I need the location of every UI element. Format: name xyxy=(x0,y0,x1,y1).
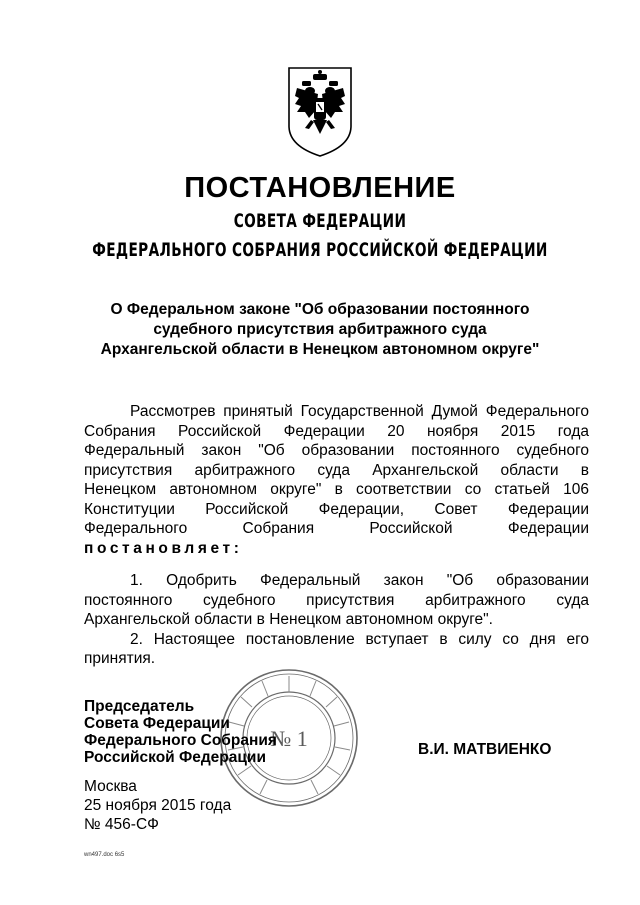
document-body xyxy=(84,402,589,669)
body-line: 2. Настоящее постановление вступает в силу со дня его xyxy=(130,630,589,648)
body-line: Конституции Российской Федерации, Совет Федерации xyxy=(84,500,589,518)
body-line: Рассмотрев принятый Государственной Думой Федерального xyxy=(130,403,589,420)
file-reference: wn497.doc 6s5 xyxy=(84,852,125,858)
body-line: Архангельской области в Ненецком автономном округе". xyxy=(84,611,493,628)
issue-date: 25 ноября 2015 года xyxy=(84,797,232,814)
body-line: Собрания Российской Федерации 20 ноября 2015 года xyxy=(84,422,589,440)
body-line: присутствия арбитражного суда Архангельской области в xyxy=(84,461,589,479)
coat-of-arms-icon xyxy=(283,64,357,160)
body-line: Ненецком автономном округе" в соответствии со статьей 106 xyxy=(84,481,589,498)
subject-line: О Федеральном законе "Об образовании постоянного xyxy=(110,301,530,318)
body-line: 1. Одобрить Федеральный закон "Об образовании xyxy=(130,572,589,589)
document-title: ПОСТАНОВЛЕНИЕ xyxy=(184,172,456,204)
resolves-word: постановляет: xyxy=(84,539,243,557)
signatory-position xyxy=(84,698,277,766)
body-line: принятия. xyxy=(84,650,156,667)
document-number: № 456-СФ xyxy=(84,816,159,833)
seal-number: № 1 xyxy=(270,726,308,751)
city: Москва xyxy=(84,778,137,795)
body-line: Федерального Собрания Российской Федерации xyxy=(84,520,589,537)
issuer-line-1: СОВЕТА ФЕДЕРАЦИИ xyxy=(233,210,407,232)
position-line: Совета Федерации xyxy=(84,715,230,732)
subject-line: судебного присутствия арбитражного суда xyxy=(153,321,487,338)
position-line: Российской Федерации xyxy=(84,749,266,766)
subject-line: Архангельской области в Ненецком автономном округе" xyxy=(100,341,540,358)
body-line: Федеральный закон "Об образовании постоянного судебного xyxy=(84,442,589,459)
issuer-line-2: ФЕДЕРАЛЬНОГО СОБРАНИЯ РОССИЙСКОЙ ФЕДЕРАЦИИ xyxy=(92,239,548,261)
position-line: Федерального Собрания xyxy=(84,732,277,749)
document-footer xyxy=(84,777,231,834)
body-line: постоянного судебного присутствия арбитражного суда xyxy=(84,591,589,609)
signatory-name: В.И. МАТВИЕНКО xyxy=(418,741,552,758)
document-subject xyxy=(80,300,560,360)
position-line: Председатель xyxy=(84,698,195,715)
